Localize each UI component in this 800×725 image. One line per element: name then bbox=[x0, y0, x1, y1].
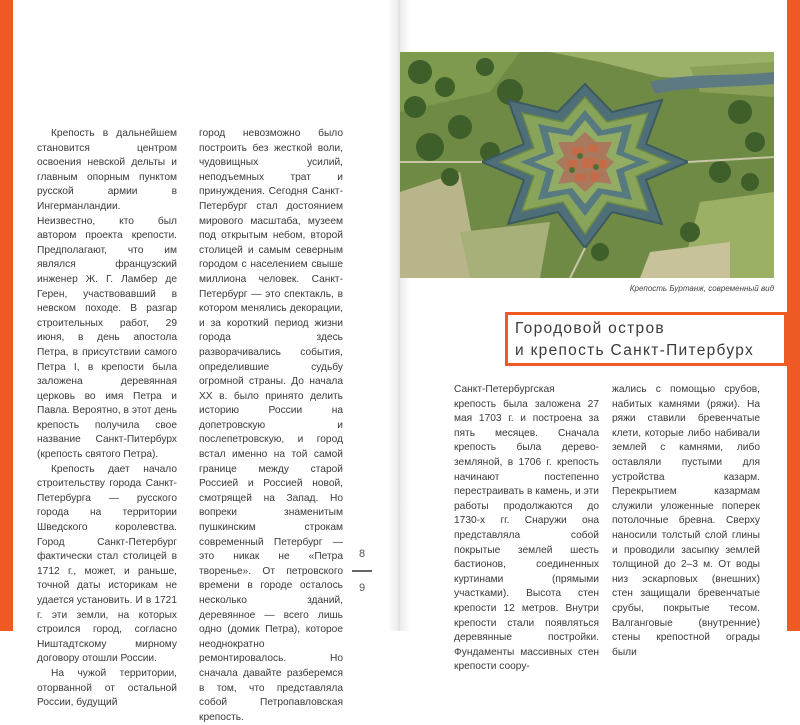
paragraph: Санкт-Петербургская крепость была заложена 27 мая 1703 г. и построена за пять месяцев. Сначала крепость была дерево-земляной, в 1706 г. крепость начинают постепенно перестраивать в камень, и эти работы продолжаются до 1730-х гг. Снаружи она представляла собой покрытые землей шесть бастионов, соединенных куртинами (прямыми участками). Высота стен крепости 12 метров. Внутри крепости стали появляться деревянные постройки. Фундаменты массивных стен крепости соору- bbox=[454, 384, 599, 673]
paragraph: жались с помощью срубов, набитых камнями (ряжи). На ряжи ставили бревенчатые клети, которые либо набивали землей с камнями, либо оставляли пустыми для устройства казарм. Перекрытием казармам служили уложенные поперек потолочные бревна. Сверху наносили толстый слой глины и проводили засыпку землей толщиной до 2–3 м. От воды низ эскарповых (внешних) стен защищали бревенчатые срубы, покрытые тесом. Валганговые (внутренние) стены крепостной ограды были bbox=[612, 384, 760, 658]
paragraph: На чужой территории, оторванной от остальной России, будущий bbox=[37, 667, 177, 709]
paragraph: город невозможно было построить без жесткой воли, чудовищных усилий, неподъемных трат и принуждения. Сегодня Санкт-Петербург стал достоянием мирового масштаба, музеем под открытым небом, второй столицей и самым северным городом с населением свыше миллиона человек. Санкт-Петербург — это спектакль, в котором менялись декорации, и за короткий период жизни города здесь разворачивались события, определившие судьбу огромной страны. До начала XX в. было принято делить историю России на допетровскую и послепетровскую, и город встал именно на той самой границе между старой Россией и Россией новой, смотрящей на Запад. Но вопреки знаменитым пушкинским строкам современный Петербург — это никак не «Петра творенье». От петровского времени в городе осталось несколько зданий, деревянное — всего лишь одно (домик Петра), которое неоднократно ремонтировалось. Но сначала давайте разберемся в том, что представляла собой Петропавловская крепость. bbox=[199, 128, 343, 723]
section-heading bbox=[515, 318, 785, 362]
left-page-column-1 bbox=[37, 127, 177, 711]
right-page-column-2 bbox=[612, 383, 760, 660]
page-number-right: 9 bbox=[358, 582, 366, 594]
left-accent-bar bbox=[0, 0, 13, 631]
fortress-aerial-photo bbox=[400, 52, 774, 278]
page-number-left: 8 bbox=[358, 548, 366, 560]
right-accent-bar bbox=[787, 0, 800, 631]
paragraph: Крепость дает начало строительству города Санкт-Петербурга — русского города на территории Шведского королевства. Город Санкт-Петербург фактически стал столицей в 1712 г., может, и раньше, точной даты историкам не удается установить. И в 1721 г. эти земли, на которых строился город, согласно Ништадтскому мирному договору отошли России. bbox=[37, 463, 177, 665]
photo-caption: Крепость Буртанж, современный вид bbox=[629, 284, 774, 293]
left-page-column-2 bbox=[199, 127, 343, 725]
page-number-divider bbox=[352, 570, 372, 572]
right-page-column-1 bbox=[454, 383, 599, 675]
section-heading-line-2: и крепость Санкт-Питербурх bbox=[515, 342, 755, 359]
paragraph: Крепость в дальнейшем становится центром освоения невской дельты и главным опорным пунктом русской армии в Ингерманландии. Неизвестно, кто был автором проекта крепости. Предполагают, что им являлся французский инженер Ж. Г. Ламбер де Герен, участвовавший в невском походе. В разгар строительных работ, 29 июня, в день апостола Петра, в присутствии самого Петра I, в крепости была заложена деревянная церковь во имя Петра и Павла. Вероятно, в этот день крепость получила свое название Санкт-Питербурх (крепость святого Петра). bbox=[37, 128, 177, 461]
section-heading-line-1: Городовой остров bbox=[515, 320, 665, 337]
